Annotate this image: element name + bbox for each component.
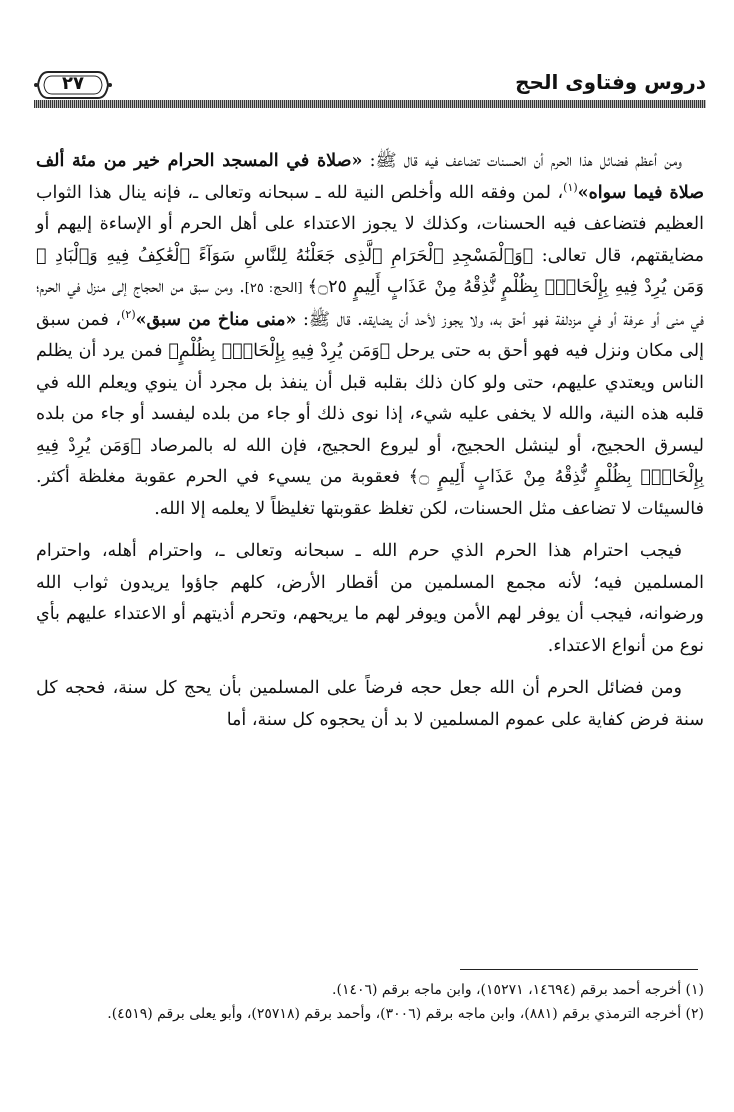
p1-text-6: فعقوبة من يسيء في الحرم عقوبة مغلظة أكثر. فالسيئات لا تضاعف مثل الحسنات، لكن تغلظ عقوبتها تغليظاً لا يعلمه إلا الله. (36, 467, 704, 519)
footnote-divider (460, 969, 698, 970)
p1-text-5: فمن يرد أن يظلم الناس ويعتدي عليهم، حتى ولو كان ذلك بقلبه قبل أن ينفذ بل مجرد أن ينوي ويعلم الله في قلبه هذه النية، والله لا يخفى عليه شيء، إذا نوى ذلك أو جاء من بلده ليفسد أو جاء من بلده ليسرق الحجيج، أو لينشل الحجيج، أو ليروع الحجيج، فإن الله له بالمرصاد (36, 341, 705, 456)
verse-citation: [الحج: ٢٥] (244, 281, 308, 296)
page-number: ٢٧ (62, 73, 84, 94)
footnote-ref-2: (٢) (121, 307, 136, 321)
hadith-quote-1: «صلاة في المسجد الحرام خير من مئة ألف صلاة فيما سواه» (36, 151, 704, 203)
page-header (34, 68, 706, 104)
footnote-1: (١) أخرجه أحمد برقم (١٤٦٩٤، ١٥٢٧١)، وابن ماجه برقم (١٤٠٦). (332, 982, 704, 998)
footnote-2: (٢) أخرجه الترمذي برقم (٨٨١)، وابن ماجه برقم (٣٠٠٦)، وأحمد برقم (٢٥٧١٨)، وأبو يعلى برقم (٤٥١٩). (107, 1006, 704, 1022)
page-number-badge (34, 68, 112, 102)
running-title: دروس وفتاوى الحج (515, 70, 706, 94)
p1-text-4: ، فمن سبق إلى مكان ونزل فيه فهو أحق به حتى يرحل (36, 309, 704, 361)
quran-verse-3: ﴿وَمَن يُرِدْ فِيهِ بِإِلْحَادٍۭ بِظُلْمٍ نُّذِقْهُ مِنْ عَذَابٍ أَلِيمٍ ۝﴾ (36, 435, 704, 487)
paragraph-2: فيجب احترام هذا الحرم الذي حرم الله ـ سبحانه وتعالى ـ، واحترام أهله، واحترام المسلمين فيه؛ لأنه مجمع المسلمين من أقطار الأرض، كلهم جاؤوا يريدون ثواب الله ورضوانه، فيجب أن يوفر لهم الأمن ويوفر لهم ما يريحهم، وتحرم أذيتهم أو الاعتداء عليهم بأي نوع من أنواع الاعتداء. (36, 541, 704, 656)
header-divider (34, 100, 706, 108)
quran-verse-2: ﴿وَمَن يُرِدْ فِيهِ بِإِلْحَادٍۭ بِظُلْمٍ﴾ (168, 341, 391, 361)
p1-text-2: ، لمن وفقه الله وأخلص النية لله ـ سبحانه وتعالى ـ، فإنه ينال هذا الثواب العظيم فتضاعف فيه الحسنات، وكذلك لا يجوز الاعتداء على أهل الحرم أو الإساءة إليهم أو مضايقتهم، قال تعالى: (36, 182, 705, 266)
footnotes (36, 978, 704, 1026)
body-text (36, 146, 704, 747)
p1-text-1: ومن أعظم فضائل هذا الحرم أن الحسنات تضاعف فيه قال ﷺ: (362, 151, 682, 171)
p1-text-3: . ومن سبق من الحجاج إلى منزل في الحرم؛ في منى أو عرفة أو في مزدلفة فهو أحق به، ولا يجوز لأحد أن يضايقه. قال ﷺ: (36, 277, 704, 330)
paragraph-3: ومن فضائل الحرم أن الله جعل حجه فرضاً على المسلمين بأن يحج كل سنة، فحجه كل سنة فرض كفاية على عموم المسلمين لا بد أن يحجوه كل سنة، أما (36, 678, 704, 730)
quran-verse-1: ﴿وَٱلْمَسْجِدِ ٱلْحَرَامِ ٱلَّذِى جَعَلْنَٰهُ لِلنَّاسِ سَوَآءً ٱلْعَٰكِفُ فِيهِ وَٱلْبَادِ ۚ وَمَن يُرِدْ فِيهِ بِإِلْحَادٍۭ بِظُلْمٍ نُّذِقْهُ مِنْ عَذَابٍ أَلِيمٍ ۝٢٥﴾ (36, 245, 705, 297)
paragraph-1 (36, 146, 704, 525)
hadith-quote-2: «منى مناخ من سبق» (135, 309, 297, 330)
footnote-ref-1: (١) (563, 180, 578, 194)
